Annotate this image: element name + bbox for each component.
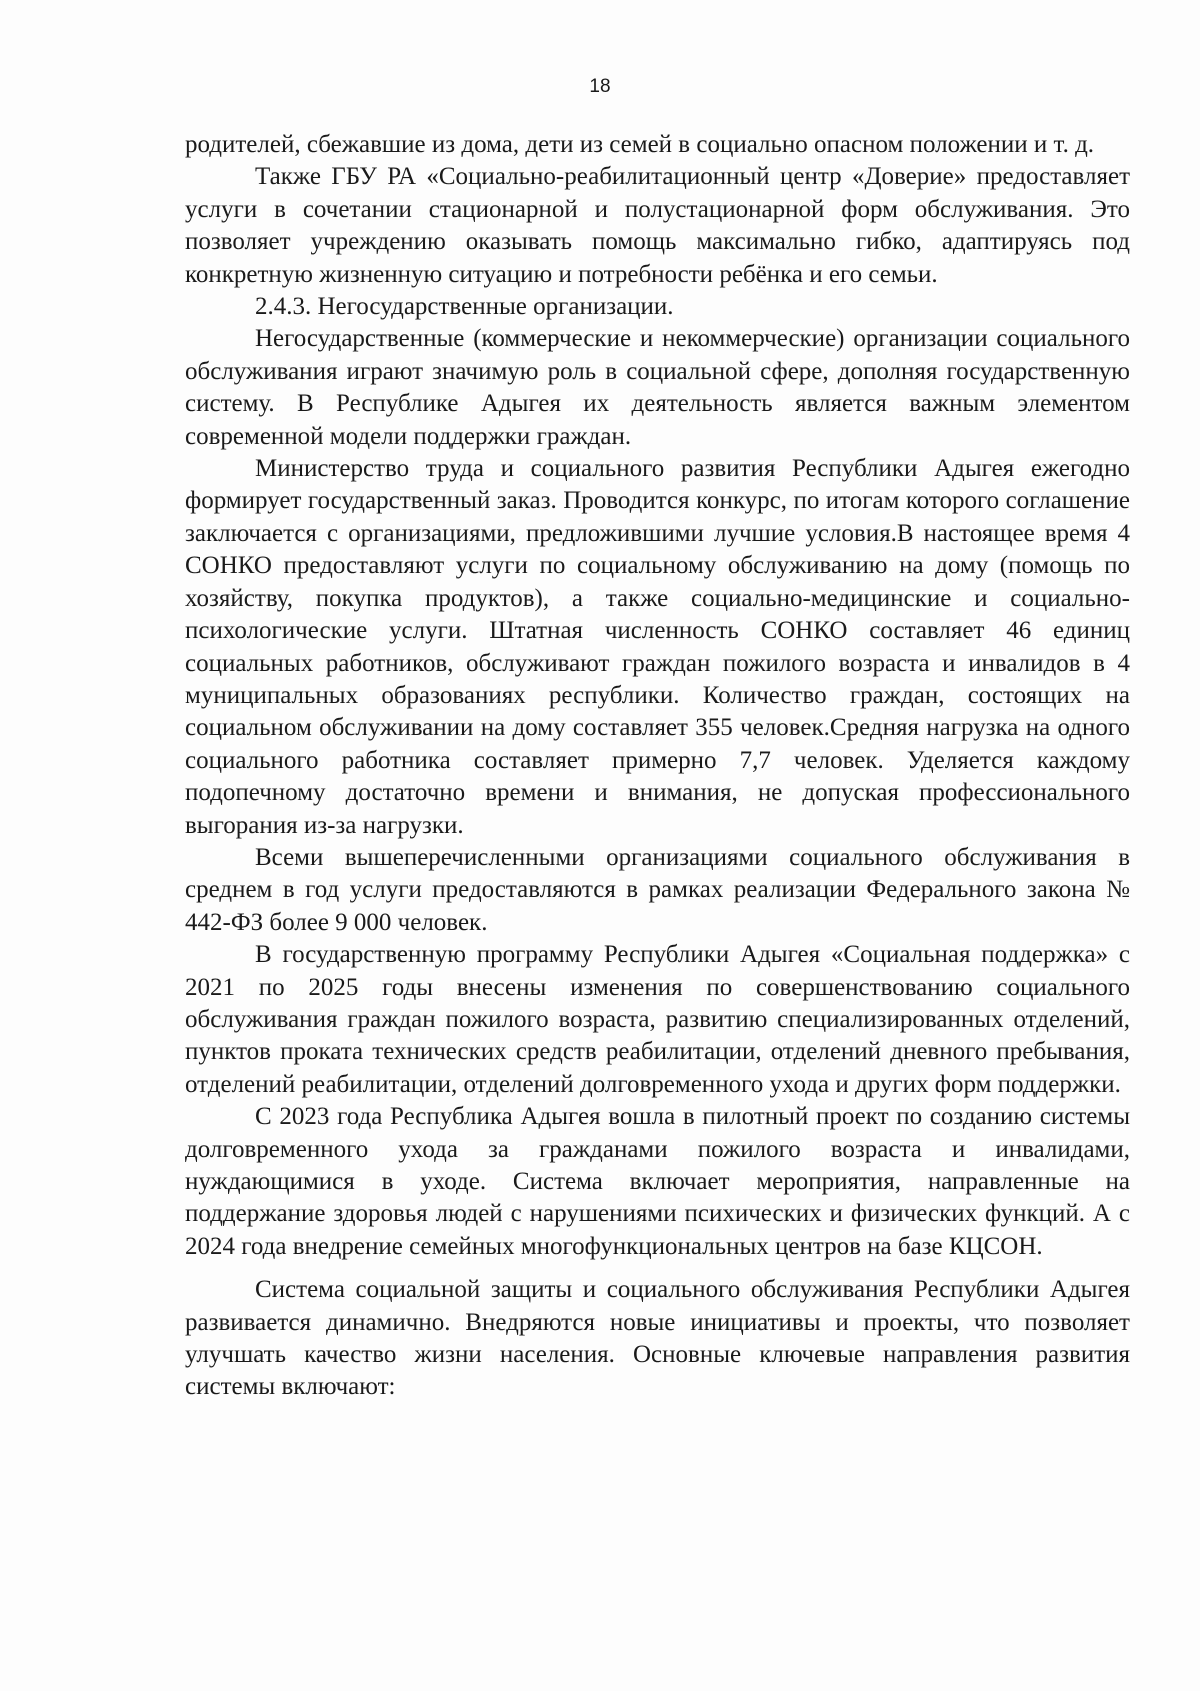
paragraph-services-total: Всеми вышеперечисленными организациями социального обслуживания в среднем в год услуги предоставляются в рамках реализации Федерального закона № 442-ФЗ более 9 000 человек. — [185, 843, 1130, 936]
paragraph-continuation: родителей, сбежавшие из дома, дети из семей в социально опасном положении и т. д. — [185, 131, 1095, 158]
paragraph-system-development: Система социальной защиты и социального обслуживания Республики Адыгея развивается динамично. Внедряются новые инициативы и проекты, что позволяет улучшать качество жизни населения. Основные ключевые направления развития системы включают: — [185, 1276, 1130, 1401]
paragraph-state-program: В государственную программу Республики Адыгея «Социальная поддержка» с 2021 по 2025 годы внесены изменения по совершенствованию социального обслуживания граждан пожилого возраста, развитию специализированных отделений, пунктов проката технических средств реабилитации, отделений дневного пребывания, отделений реабилитации, отделений долговременного ухода и других форм поддержки. — [185, 941, 1130, 1098]
paragraph-long-term-care: С 2023 года Республика Адыгея вошла в пилотный проект по созданию системы долговременного ухода за гражданами пожилого возраста и инвалидами, нуждающимися в уходе. Система включает мероприятия, направленные на поддержание здоровья людей с нарушениями психических и физических функций. А с 2024 года внедрение семейных многофункциональных центров на базе КЦСОН. — [185, 1103, 1130, 1260]
body-text — [185, 129, 1130, 1404]
page-number: 18 — [589, 76, 611, 97]
paragraph-nongovernmental-orgs: Негосударственные (коммерческие и некоммерческие) организации социального обслуживания играют значимую роль в социальной сфере, дополняя государственную систему. В Республике Адыгея их деятельность является важным элементом современной модели поддержки граждан. — [185, 325, 1130, 450]
paragraph-ministry-order: Министерство труда и социального развития Республики Адыгея ежегодно формирует государственный заказ. Проводится конкурс, по итогам которого соглашение заключается с организациями, предложившими лучшие условия.В настоящее время 4 СОНКО предоставляют услуги по социальному обслуживанию на дому (помощь по хозяйству, покупка продуктов), а также социально-медицинские и социально-психологические услуги. Штатная численность СОНКО составляет 46 единиц социальных работников, обслуживают граждан пожилого возраста и инвалидов в 4 муниципальных образованиях республики. Количество граждан, состоящих на социальном обслуживании на дому составляет 355 человек.Средняя нагрузка на одного социального работника составляет примерно 7,7 человек. Уделяется каждому подопечному достаточно времени и внимания, не допуская профессионального выгорания из-за нагрузки. — [185, 455, 1130, 839]
section-heading-2-4-3: 2.4.3. Негосударственные организации. — [255, 293, 674, 321]
paragraph-doverie-center: Также ГБУ РА «Социально-реабилитационный центр «Доверие» предоставляет услуги в сочетании стационарной и полустационарной форм обслуживания. Это позволяет учреждению оказывать помощь максимально гибко, адаптируясь под конкретную жизненную ситуацию и потребности ребёнка и его семьи. — [185, 163, 1130, 288]
